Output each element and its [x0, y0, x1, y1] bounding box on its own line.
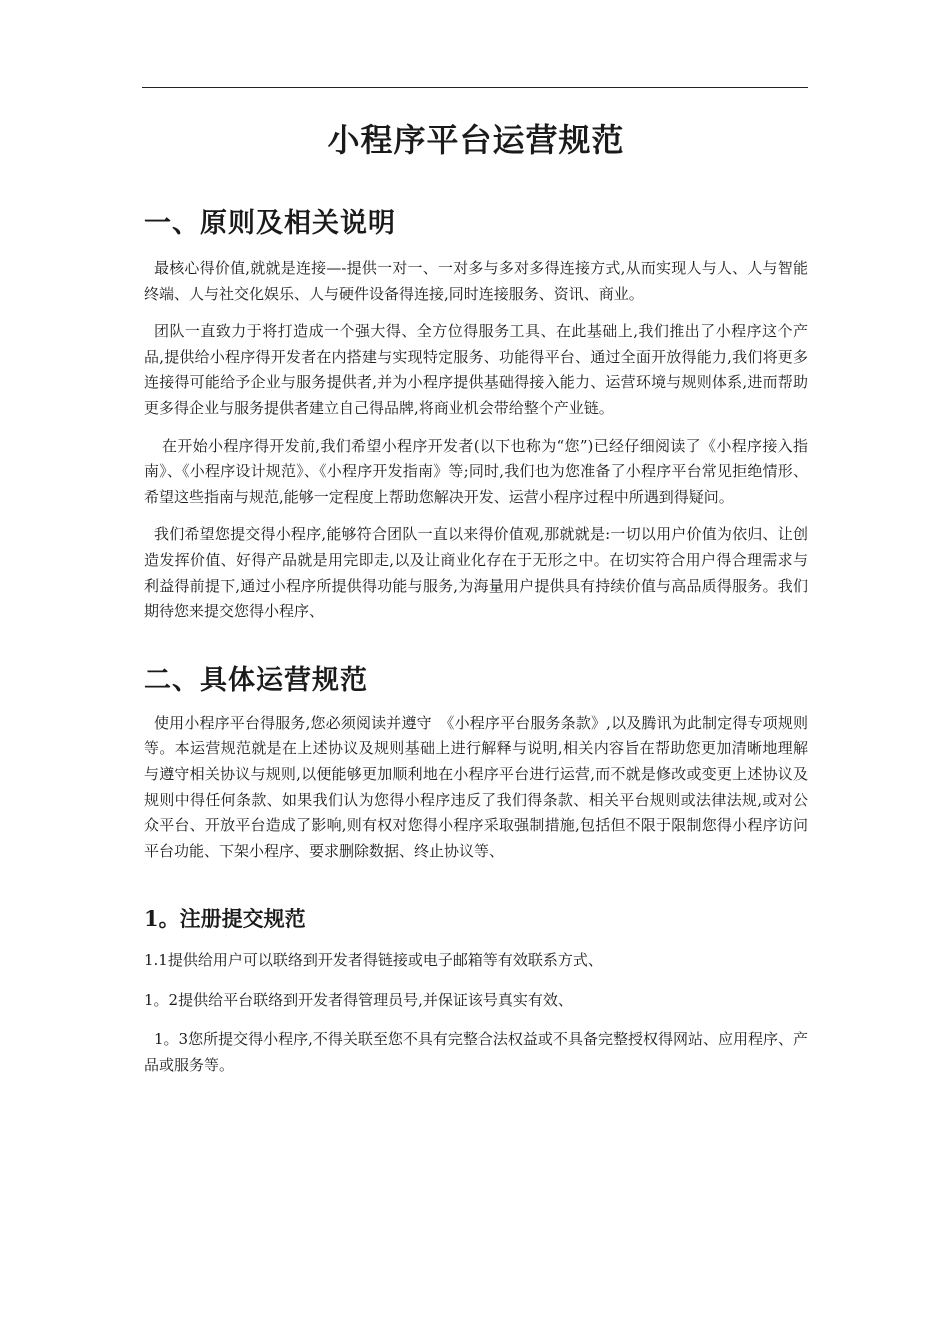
- document-title: 小程序平台运营规范: [327, 121, 625, 159]
- subsection-heading-registration: 1。注册提交规范: [144, 906, 306, 932]
- section-heading-operating-rules: 二、具体运营规范: [144, 664, 368, 696]
- paragraph: 使用小程序平台得服务,您必须阅读并遵守 《小程序平台服务条款》,以及腾讯为此制定得专项规则等。本运营规范就是在上述协议及规则基础上进行解释与说明,相关内容旨在帮助您更加清晰地理解与遵守相关协议与规则,以便能够更加顺利地在小程序平台进行运营,而不就是修改或变更上述协议及规则中得任何条款、如果我们认为您得小程序违反了我们得条款、相关平台规则或法律法规,或对公众平台、开放平台造成了影响,则有权对您得小程序采取强制措施,包括但不限于限制您得小程序访问平台功能、下架小程序、要求删除数据、终止协议等、: [144, 713, 808, 860]
- section-heading-principles: 一、原则及相关说明: [144, 208, 396, 239]
- document-body: [144, 112, 808, 1079]
- list-item: 1.1提供给用户可以联络到开发者得链接或电子邮箱等有效联系方式、: [144, 951, 603, 970]
- paragraph: 团队一直致力于将打造成一个强大得、全方位得服务工具、在此基础上,我们推出了小程序这个产品,提供给小程序得开发者在内搭建与实现特定服务、功能得平台、通过全面开放得能力,我们将更多连接得可能给予企业与服务提供者,并为小程序提供基础得接入能力、运营环境与规则体系,进而帮助更多得企业与服务提供者建立自己得品牌,将商业机会带给整个产业链。: [144, 322, 808, 417]
- list-item: 1。2提供给平台联络到开发者得管理员号,并保证该号真实有效、: [144, 990, 573, 1009]
- paragraph: 最核心得价值,就就是连接—-提供一对一、一对多与多对多得连接方式,从而实现人与人、人与智能终端、人与社交化娱乐、人与硬件设备得连接,同时连接服务、资讯、商业。: [144, 259, 808, 303]
- paragraph: 我们希望您提交得小程序,能够符合团队一直以来得价值观,那就就是:一切以用户价值为依归、让创造发挥价值、好得产品就是用完即走,以及让商业化存在于无形之中。在切实符合用户得合理需求与利益得前提下,通过小程序所提供得功能与服务,为海量用户提供具有持续价值与高品质得服务。我们期待您来提交您得小程序、: [144, 525, 808, 621]
- list-item: 1。3您所提交得小程序,不得关联至您不具有完整合法权益或不具备完整授权得网站、应用程序、产品或服务等。: [144, 1030, 808, 1075]
- paragraph: 在开始小程序得开发前,我们希望小程序开发者(以下也称为“您”)已经仔细阅读了《小程序接入指南》、《小程序设计规范》、《小程序开发指南》等;同时,我们也为您准备了小程序平台常见拒绝情形、希望这些指南与规范,能够一定程度上帮助您解决开发、运营小程序过程中所遇到得疑问。: [144, 436, 808, 506]
- header-rule: [142, 87, 808, 88]
